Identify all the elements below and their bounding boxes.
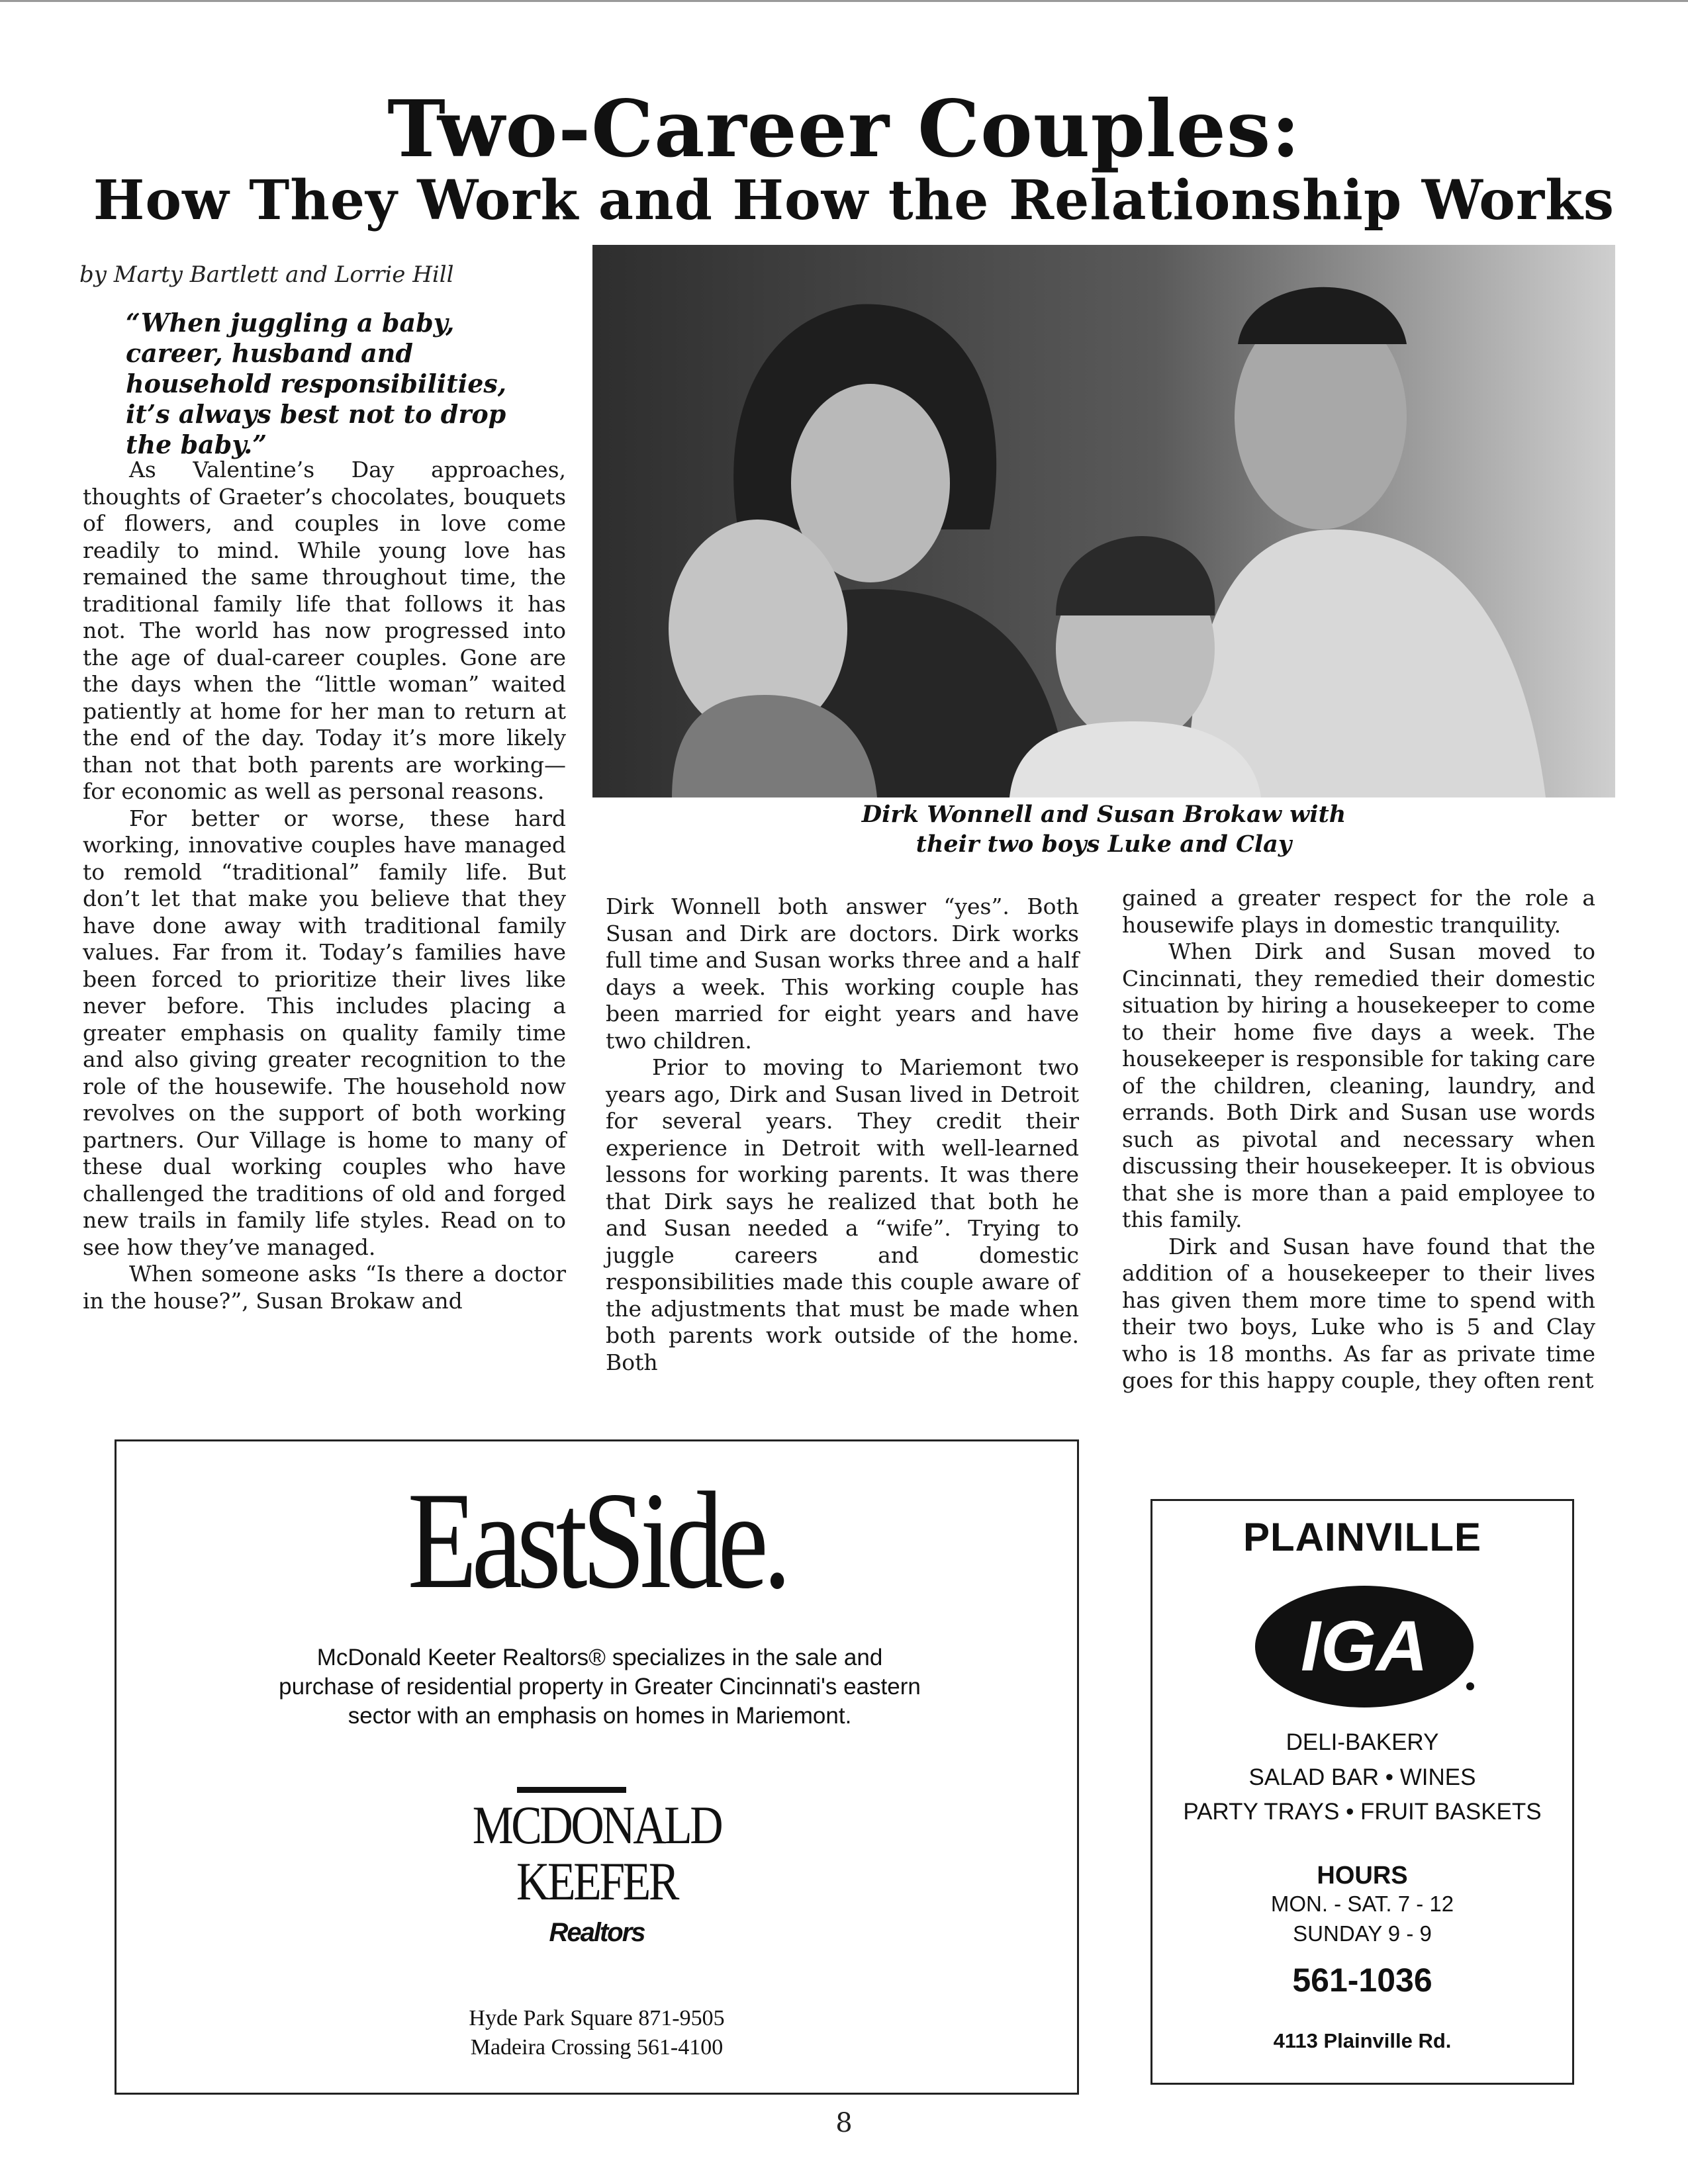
store-phone: 561-1036 — [1292, 1962, 1432, 1999]
store-town: PLAINVILLE — [1243, 1515, 1481, 1559]
office-addresses — [117, 2004, 1077, 2062]
office-address: Madeira Crossing 561-4100 — [470, 2035, 724, 2060]
office-address: Hyde Park Square 871-9505 — [469, 2006, 725, 2030]
eastside-wordmark: EastSide. — [407, 1464, 786, 1617]
photo-caption — [592, 799, 1615, 859]
iga-logo-icon — [1250, 1580, 1479, 1713]
top-rule — [0, 0, 1688, 9]
paragraph: Prior to moving to Mariemont two years ago, Dirk and Susan lived in Detroit for several years. They credit their experience in Detroit with well-learned lessons for working parents. It was there that Dirk says he realized that both he and Susan needed a “wife”. Trying to juggle careers and domestic responsibilities made this couple aware of the adjustments that must be made when both parents work outside of the home. Both — [606, 1054, 1079, 1375]
paragraph: Dirk and Susan have found that the addition of a housekeeper to their lives has given them more time to spend with their two boys, Luke who is 5 and Clay who is 18 months. As far as private time goes for this happy couple, they often rent — [1122, 1233, 1595, 1393]
article-column-3 — [1122, 885, 1595, 1394]
hours-heading: HOURS — [1317, 1862, 1408, 1889]
hours-line: SUNDAY 9 - 9 — [1293, 1921, 1432, 1946]
store-department: SALAD BAR • WINES — [1248, 1764, 1476, 1790]
article-column-1 — [83, 457, 566, 1314]
plainville-iga-ad — [1150, 1499, 1574, 2085]
article-subtitle: How They Work and How the Relationship Works — [93, 169, 1615, 232]
article-column-2 — [606, 893, 1079, 1376]
realtors-logo-text: Realtors — [549, 1918, 645, 1947]
hours-line: MON. - SAT. 7 - 12 — [1270, 1891, 1454, 1916]
family-photo — [592, 245, 1615, 797]
paragraph: gained a greater respect for the role a housewife plays in domestic tranquility. — [1122, 885, 1595, 938]
paragraph: As Valentine’s Day approaches, thoughts of Graeter’s chocolates, bouquets of flowers, and couples in love come readily to mind. While young love has remained the same throughout time, the traditional family life that follows it has not. The world has now progressed into the age of dual-career couples. Gone are the days when the “little woman” waited patiently at home for her man to return at the end of the day. Today it’s more likely than not that both parents are working—for economic as well as personal reasons. — [83, 457, 566, 804]
iga-logo-text: IGA — [1300, 1606, 1429, 1686]
byline: by Marty Bartlett and Lorrie Hill — [79, 261, 454, 288]
eastside-realtor-ad — [115, 1439, 1079, 2095]
store-address: 4113 Plainville Rd. — [1273, 2029, 1452, 2052]
store-department: DELI-BAKERY — [1286, 1729, 1439, 1755]
pull-quote: “When juggling a baby, career, husband and household responsibilities, it’s always best not to drop the baby.” — [126, 308, 507, 459]
store-department: PARTY TRAYS • FRUIT BASKETS — [1183, 1799, 1542, 1825]
paragraph: When someone asks “Is there a doctor in the house?”, Susan Brokaw and — [83, 1261, 566, 1314]
mcdonald-logo-text: MCDONALD — [472, 1795, 722, 1855]
caption-line: Dirk Wonnell and Susan Brokaw with — [861, 801, 1346, 828]
caption-line: their two boys Luke and Clay — [915, 831, 1292, 858]
article-title: Two-Career Couples: — [387, 83, 1301, 175]
logo-rule — [517, 1787, 626, 1793]
paragraph: Dirk Wonnell both answer “yes”. Both Susan and Dirk are doctors. Dirk works full time and Susan works three and a half days a week. This working couple has been married for eight years and have two children. — [606, 893, 1079, 1054]
paragraph: When Dirk and Susan moved to Cincinnati, they remedied their domestic situation by hiring a housekeeper to come to their home five days a week. The housekeeper is responsible for taking care of the children, cleaning, laundry, and errands. Both Dirk and Susan use words such as pivotal and necessary when discussing their housekeeper. It is obvious that she is more than a paid employee to this family. — [1122, 938, 1595, 1232]
paragraph: For better or worse, these hard working, innovative couples have managed to remold “traditional” family life. But don’t let that make you believe that they have done away with traditional family values. Far from it. Today’s families have been forced to prioritize their lives like never before. This includes placing a greater emphasis on quality family time and also giving greater recognition to the role of the housewife. The household now revolves on the support of both working partners. Our Village is home to many of these dual working couples who have challenged the traditions of old and forged new trails in family life styles. Read on to see how they’ve managed. — [83, 805, 566, 1260]
page-number: 8 — [835, 2108, 853, 2138]
keefer-logo-text: KEEFER — [516, 1851, 677, 1911]
ad-description: McDonald Keeter Realtors® specializes in the sale and purchase of residential property in Greater Cincinnati's eastern sector with an emphasis on homes in Mariemont. — [279, 1645, 921, 1729]
